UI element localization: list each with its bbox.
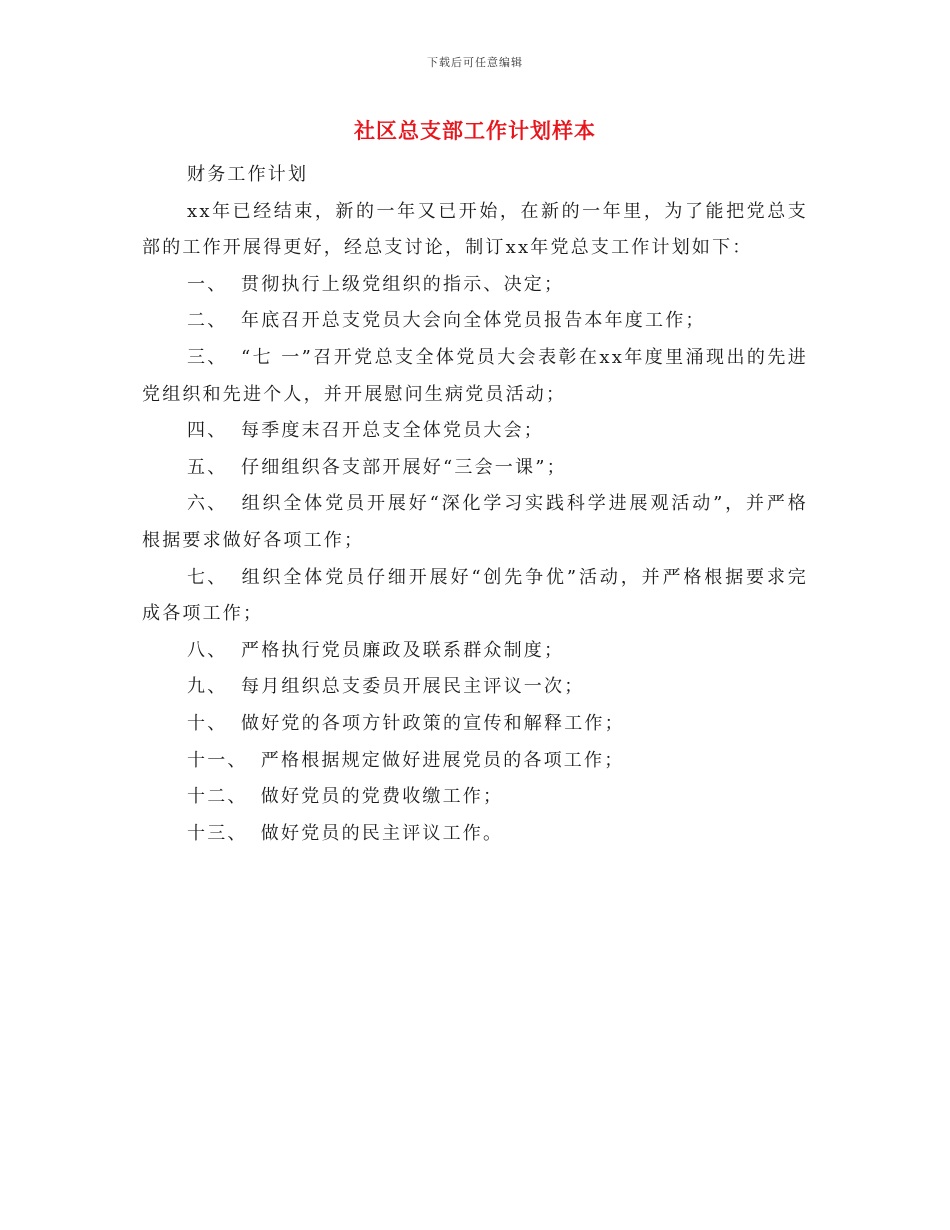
list-item-number: 二、 xyxy=(187,310,228,332)
list-item-text: 组织全体党员开展好“深化学习实践科学进展观活动”，并严格根据要求做好各项工作； xyxy=(142,493,808,551)
list-item-11 xyxy=(142,743,808,780)
list-item-2 xyxy=(142,303,808,340)
list-item-text: 贯彻执行上级党组织的指示、决定； xyxy=(241,273,565,295)
list-item-number: 十三、 xyxy=(187,822,248,844)
intro-paragraph: xx年已经结束，新的一年又已开始，在新的一年里，为了能把党总支部的工作开展得更好，经总支讨论，制订xx年党总支工作计划如下： xyxy=(142,200,808,259)
list-item-number: 十、 xyxy=(187,712,228,734)
list-item-5 xyxy=(142,450,808,487)
list-item-13 xyxy=(142,816,808,853)
list-item-text: 年底召开总支党员大会向全体党员报告本年度工作； xyxy=(241,310,706,332)
list-item-text: 做好党员的党费收缴工作； xyxy=(260,786,504,808)
list-item-number: 十二、 xyxy=(187,786,248,808)
list-item-text: 每季度末召开总支全体党员大会； xyxy=(241,420,544,442)
list-item-text: 严格执行党员廉政及联系群众制度； xyxy=(241,639,565,661)
list-item-9 xyxy=(142,669,808,706)
section-heading: 财务工作计划 xyxy=(187,164,309,185)
list-item-number: 六、 xyxy=(187,493,228,515)
list-item-text: 仔细组织各支部开展好“三会一课”； xyxy=(241,456,567,478)
list-item-12 xyxy=(142,779,808,816)
list-item-text: 组织全体党员仔细开展好“创先争优”活动，并严格根据要求完成各项工作； xyxy=(142,566,808,625)
list-item-1 xyxy=(142,267,808,304)
list-item-number: 四、 xyxy=(187,420,228,442)
list-item-number: 一、 xyxy=(187,273,228,295)
list-item-number: 九、 xyxy=(187,676,228,698)
list-item-8 xyxy=(142,633,808,670)
list-item-text: 严格根据规定做好进展党员的各项工作； xyxy=(260,749,625,771)
document-body xyxy=(142,157,808,852)
list-item-number: 八、 xyxy=(187,639,228,661)
list-item-6 xyxy=(142,486,808,559)
list-item-number: 五、 xyxy=(187,456,228,478)
list-item-text: 做好党的各项方针政策的宣传和解释工作； xyxy=(241,712,625,734)
list-item-text: “七 一”召开党总支全体党员大会表彰在xx年度里涌现出的先进党组织和先进个人，并开展慰问生病党员活动； xyxy=(142,346,808,405)
list-item-text: 每月组织总支委员开展民主评议一次； xyxy=(241,676,585,698)
page-header-note: 下载后可任意编辑 xyxy=(427,56,523,69)
list-item-text: 做好党员的民主评议工作。 xyxy=(260,822,504,844)
list-item-4 xyxy=(142,413,808,450)
list-item-number: 七、 xyxy=(187,566,228,588)
list-item-10 xyxy=(142,706,808,743)
document-title: 社区总支部工作计划样本 xyxy=(354,118,596,143)
list-item-number: 十一、 xyxy=(187,749,248,771)
list-item-7 xyxy=(142,560,808,633)
list-item-3 xyxy=(142,340,808,413)
list-item-number: 三、 xyxy=(187,346,228,368)
